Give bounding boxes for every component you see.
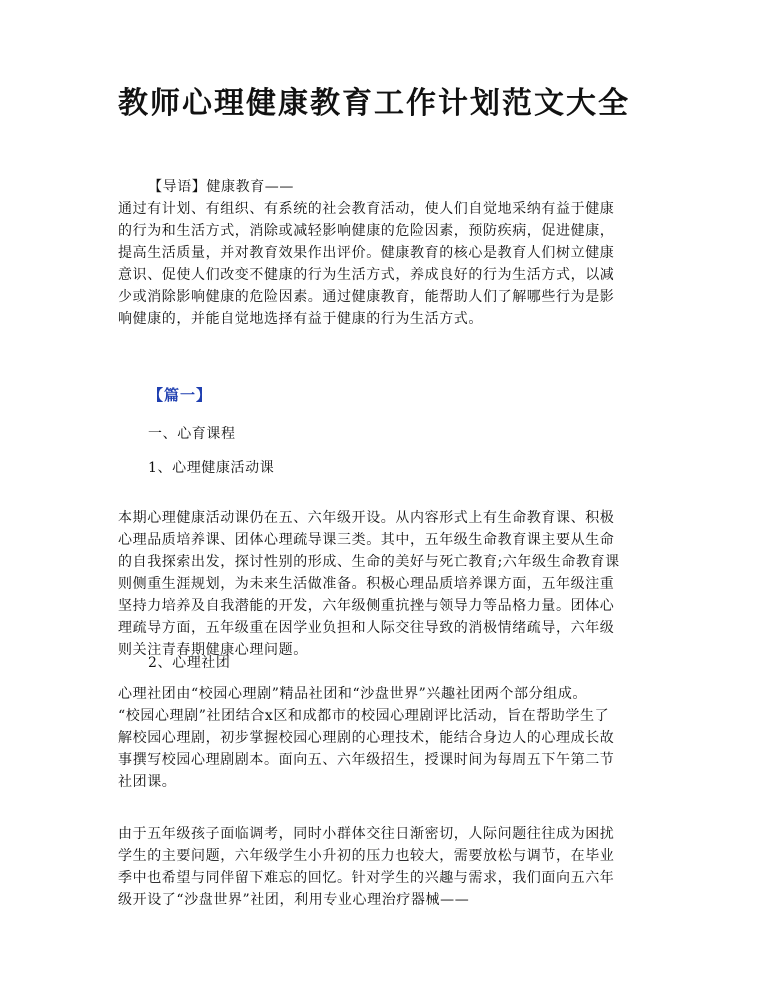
paragraph-3 [118,823,658,911]
paragraph-line: 事撰写校园心理剧剧本。面向五、六年级招生，授课时间为每周五下午第二节 [118,752,615,768]
intro-line: 少或消除影响健康的危险因素。通过健康教育，能帮助人们了解哪些行为是影 [118,289,615,305]
paragraph-line: 心理社团由“校园心理剧”精品社团和“沙盘世界”兴趣社团两个部分组成。 [118,686,588,702]
intro-line: 意识、促使人们改变不健康的行为生活方式，养成良好的行为生活方式，以减 [118,267,615,283]
page-title: 教师心理健康教育工作计划范文大全 [118,86,630,121]
paragraph-line: 理疏导方面，五年级重在因学业负担和人际交往导致的消极情绪疏导，六年级 [118,620,615,636]
paragraph-line: 心理品质培养课、团体心理疏导课三类。其中，五年级生命教育课主要从生命 [118,532,615,548]
paragraph-line: 由于五年级孩子面临调考，同时小群体交往日渐密切，人际问题往往成为困扰 [118,826,615,842]
paragraph-line: 学生的主要问题，六年级学生小升初的压力也较大，需要放松与调节，在毕业 [118,848,615,864]
paragraph-2 [118,683,658,793]
paragraph-line: 本期心理健康活动课仍在五、六年级开设。从内容形式上有生命教育课、积极 [118,510,615,526]
paragraph-line: 级开设了“沙盘世界”社团，利用专业心理治疗器械—— [118,892,470,908]
section-heading-1: 一、心育课程 [148,426,236,442]
paragraph-line: “校园心理剧”社团结合x区和成都市的校园心理剧评比活动，旨在帮助学生了 [118,708,610,724]
paragraph-line: 社团课。 [118,774,177,790]
paragraph-line: 则关注青春期健康心理问题。 [118,642,308,658]
paragraph-line: 坚持力培养及自我潜能的开发，六年级侧重抗挫与领导力等品格力量。团体心 [118,598,615,614]
intro-line: 通过有计划、有组织、有系统的社会教育活动，使人们自觉地采纳有益于健康 [118,201,615,217]
paragraph-1 [118,507,658,661]
intro-line: 的行为和生活方式，消除或减轻影响健康的危险因素，预防疾病，促进健康， [118,223,615,239]
paragraph-line: 则侧重生涯规划，为未来生活做准备。积极心理品质培养课方面，五年级注重 [118,576,615,592]
section-label: 【篇一】 [148,386,213,404]
subheading-1-1: 1、心理健康活动课 [148,460,275,476]
paragraph-line: 季中也希望与同伴留下难忘的回忆。针对学生的兴趣与需求，我们面向五六年 [118,870,615,886]
subheading-1-2: 2、心理社团 [148,655,231,671]
intro-paragraph [118,176,658,330]
intro-lead: 【导语】健康教育—— [148,179,294,195]
paragraph-line: 的自我探索出发，探讨性别的形成、生命的美好与死亡教育;六年级生命教育课 [118,554,620,570]
intro-line: 提高生活质量，并对教育效果作出评价。健康教育的核心是教育人们树立健康 [118,245,615,261]
intro-line: 响健康的，并能自觉地选择有益于健康的行为生活方式。 [118,311,483,327]
paragraph-line: 解校园心理剧，初步掌握校园心理剧的心理技术，能结合身边人的心理成长故 [118,730,615,746]
